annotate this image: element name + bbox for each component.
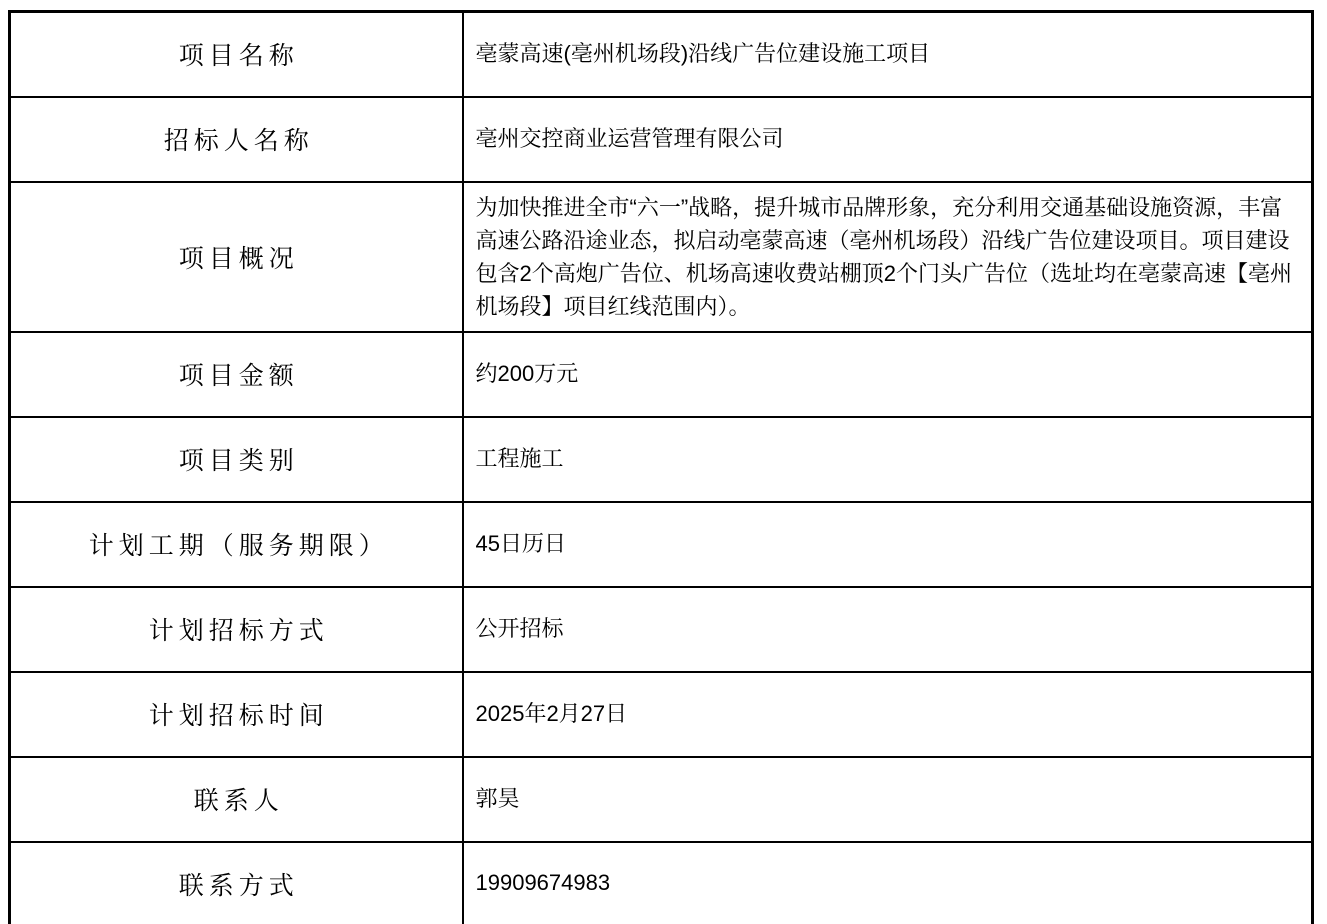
row-label: 计划工期（服务期限） — [10, 502, 463, 587]
row-value — [463, 587, 1313, 672]
row-value-text: 郭昊 — [475, 785, 520, 811]
row-value — [463, 12, 1313, 97]
table-row — [10, 757, 1313, 842]
row-value — [463, 182, 1313, 332]
row-label: 项目概况 — [10, 182, 463, 332]
row-value-text: 公开招标 — [475, 615, 564, 641]
table-row — [10, 672, 1313, 757]
row-label: 联系方式 — [10, 842, 463, 924]
row-value-text: 约200万元 — [475, 360, 579, 386]
row-label: 项目名称 — [10, 12, 463, 97]
row-value-text: 2025年2月27日 — [475, 700, 628, 726]
table-row — [10, 97, 1313, 182]
row-label: 计划招标方式 — [10, 587, 463, 672]
row-label: 联系人 — [10, 757, 463, 842]
project-table-body — [10, 12, 1313, 924]
row-value — [463, 842, 1313, 924]
table-row — [10, 332, 1313, 417]
row-value-text: 45日历日 — [475, 530, 566, 556]
table-row — [10, 502, 1313, 587]
row-value-text: 为加快推进全市“六一”战略，提升城市品牌形象，充分利用交通基础设施资源，丰富高速公路沿途业态，拟启动亳蒙高速（亳州机场段）沿线广告位建设项目。项目建设包含2个高炮广告位、机场高速收费站棚顶2个门头广告位（选址均在亳蒙高速【亳州机场段】项目红线范围内）。 — [475, 194, 1292, 319]
row-value — [463, 332, 1313, 417]
table-row — [10, 182, 1313, 332]
row-label: 计划招标时间 — [10, 672, 463, 757]
row-value — [463, 502, 1313, 587]
row-value — [463, 417, 1313, 502]
project-info-table — [8, 10, 1314, 924]
row-label: 项目类别 — [10, 417, 463, 502]
row-value — [463, 757, 1313, 842]
table-row — [10, 842, 1313, 924]
row-value — [463, 97, 1313, 182]
row-label: 项目金额 — [10, 332, 463, 417]
row-value-text: 亳蒙高速(亳州机场段)沿线广告位建设施工项目 — [475, 40, 931, 66]
table-row — [10, 587, 1313, 672]
table-row — [10, 12, 1313, 97]
row-value — [463, 672, 1313, 757]
row-value-text: 工程施工 — [475, 445, 564, 471]
row-value-text: 亳州交控商业运营管理有限公司 — [475, 125, 784, 151]
row-value-text: 19909674983 — [475, 870, 611, 896]
table-row — [10, 417, 1313, 502]
row-label: 招标人名称 — [10, 97, 463, 182]
